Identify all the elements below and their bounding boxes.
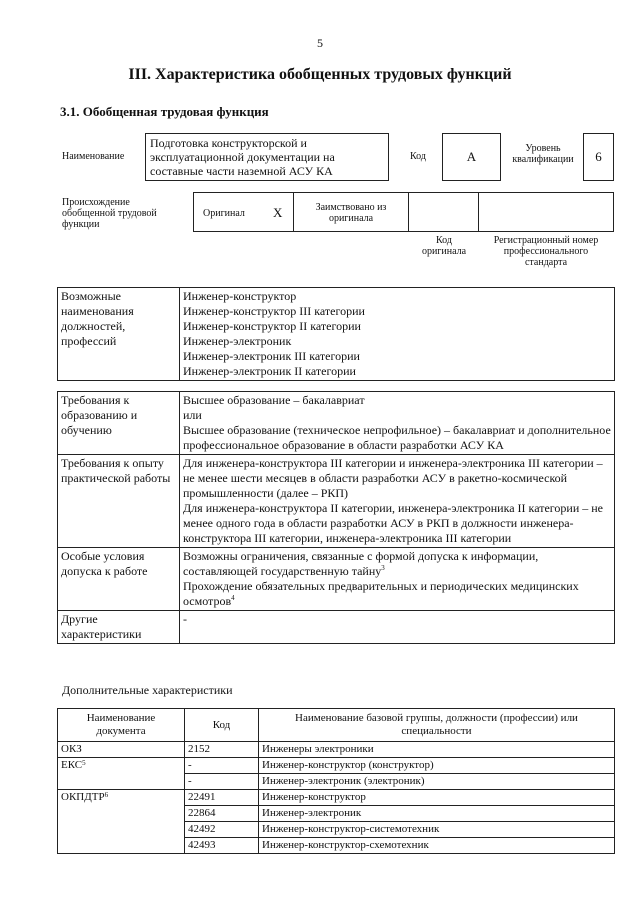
other-label: Другие характеристики: [58, 611, 180, 644]
additional-table: [57, 708, 615, 854]
admission-text: Прохождение обязательных предварительных и периодических медицинских осмотров: [183, 579, 579, 608]
admission-line: [183, 579, 611, 609]
code-cell: -: [185, 774, 259, 790]
positions-list: [180, 288, 615, 381]
name-cell: Инженер-электроник: [259, 806, 615, 822]
experience-line: Для инженера-конструктора III категории и инженера-электроника III категории – не менее шести месяцев в области разработки АСУ в ракетно-космической промышленности (далее – РКП): [183, 456, 603, 500]
position-item: Инженер-электроник III категории: [183, 349, 360, 363]
code-original-box: [408, 192, 479, 232]
experience-label: Требования к опыту практической работы: [58, 455, 180, 548]
name-cell: Инженер-конструктор-системотехник: [259, 822, 615, 838]
code-value: A: [466, 149, 477, 164]
name-cell: Инженеры электроники: [259, 742, 615, 758]
section-title: III. Характеристика обобщенных трудовых функций: [128, 66, 512, 83]
col-code-header: Код: [185, 709, 259, 742]
requirements-table: [57, 391, 615, 644]
level-label: Уровень квалификации: [512, 143, 574, 165]
code-cell: 2152: [185, 742, 259, 758]
col-doc-header: Наименование документа: [58, 709, 185, 742]
code-cell: 22491: [185, 790, 259, 806]
position-item: Инженер-электроник: [183, 334, 292, 348]
doc-text: ЕКС: [61, 759, 83, 771]
subsection-title: 3.1. Обобщенная трудовая функция: [60, 104, 269, 119]
page-number: 5: [317, 36, 323, 50]
name-cell: Инженер-конструктор-схемотехник: [259, 838, 615, 854]
footnote-ref: 4: [231, 594, 235, 602]
footnote-ref: 5: [82, 759, 86, 767]
doc-cell: ОКЗ: [58, 742, 185, 758]
doc-cell: [58, 758, 185, 790]
table-row: [58, 742, 615, 758]
original-label: Оригинал: [203, 208, 245, 219]
other-value: -: [180, 611, 615, 644]
borrowed-label: Заимствовано из оригинала: [315, 202, 387, 224]
code-cell: 22864: [185, 806, 259, 822]
position-item: Инженер-конструктор III категории: [183, 304, 365, 318]
origin-label: Происхождение обобщенной трудовой функции: [62, 197, 157, 230]
level-box: [583, 133, 614, 181]
name-cell: Инженер-конструктор (конструктор): [259, 758, 615, 774]
admission-text: Возможны ограничения, связанные с формой допуска к информации, составляющей государственную тайну: [183, 549, 539, 578]
borrowed-box: [293, 192, 409, 232]
doc-cell: [58, 790, 185, 854]
name-cell: Инженер-электроник (электроник): [259, 774, 615, 790]
admission-label: Особые условия допуска к работе: [58, 548, 180, 611]
additional-heading: Дополнительные характеристики: [62, 683, 233, 697]
admission-cell: [180, 548, 615, 611]
code-original-label: Код оригинала: [421, 235, 467, 257]
education-line: или: [183, 408, 202, 422]
education-line: Высшее образование (техническое непрофильное) – бакалавриат и дополнительное профессиональное образование в области разработки АСУ КА: [183, 423, 611, 452]
code-cell: -: [185, 758, 259, 774]
positions-table: [57, 287, 615, 381]
experience-cell: [180, 455, 615, 548]
position-item: Инженер-электроник II категории: [183, 364, 356, 378]
code-cell: 42493: [185, 838, 259, 854]
education-cell: [180, 392, 615, 455]
footnote-ref: 3: [381, 564, 385, 572]
original-box: [193, 192, 294, 232]
education-label: Требования к образованию и обучению: [58, 392, 180, 455]
reg-number-label: Регистрационный номер профессионального стандарта: [493, 235, 599, 268]
function-name-box: [145, 133, 389, 181]
position-item: Инженер-конструктор: [183, 289, 297, 303]
col-name-header: Наименование базовой группы, должности (профессии) или специальности: [259, 709, 615, 742]
experience-line: Для инженера-конструктора II категории, инженера-электроника II категории – не менее одного года в области разработки АСУ в РКП в должности инженера-конструктора III категории, инженера-электроника III категории: [183, 501, 603, 545]
level-value: 6: [595, 149, 602, 164]
name-cell: Инженер-конструктор: [259, 790, 615, 806]
code-cell: 42492: [185, 822, 259, 838]
table-row: [58, 790, 615, 806]
reg-number-box: [478, 192, 614, 232]
code-label: Код: [410, 151, 426, 162]
table-row: [58, 758, 615, 774]
code-box: [442, 133, 501, 181]
positions-label: Возможные наименования должностей, профессий: [58, 288, 180, 381]
admission-line: [183, 549, 611, 579]
function-name-value: Подготовка конструкторской и эксплуатационной документации на составные части наземной АСУ КА: [150, 136, 335, 178]
doc-text: ОКПДТР: [61, 791, 105, 803]
education-line: Высшее образование – бакалавриат: [183, 393, 365, 407]
name-label: Наименование: [62, 151, 125, 162]
original-mark: X: [273, 205, 283, 220]
position-item: Инженер-конструктор II категории: [183, 319, 361, 333]
footnote-ref: 6: [104, 791, 109, 799]
